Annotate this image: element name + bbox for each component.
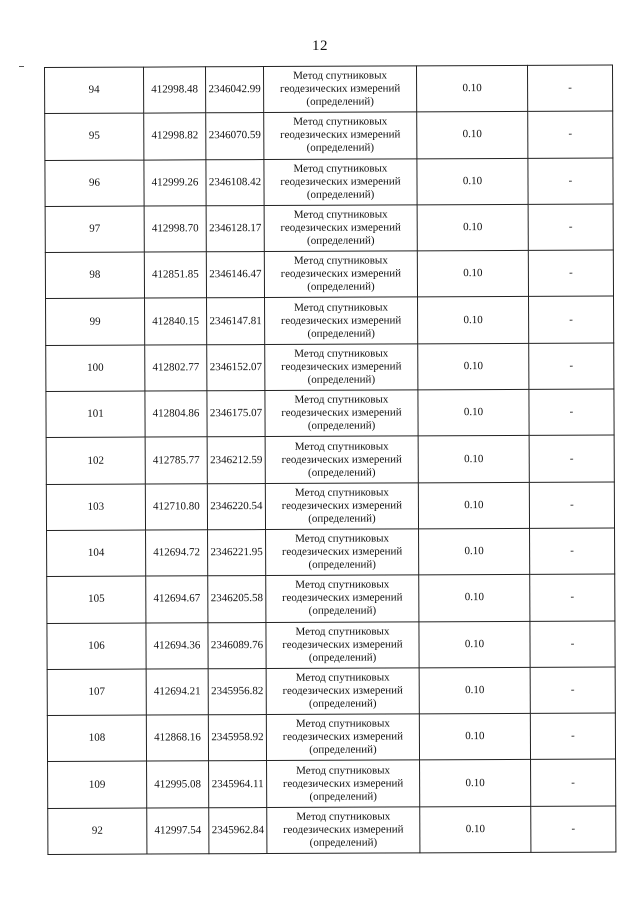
point-number-cell: 101	[46, 391, 145, 438]
table-row	[45, 65, 613, 114]
method-line: (определений)	[309, 743, 377, 757]
accuracy-cell: 0.10	[419, 575, 530, 622]
extra-cell: -	[529, 297, 614, 344]
method-line: (определений)	[306, 141, 375, 155]
y-coordinate-cell: 2346146.47	[206, 252, 264, 299]
extra-cell: -	[530, 574, 615, 621]
y-coordinate-cell: 2346175.07	[207, 391, 265, 438]
method-line: Метод спутниковых	[293, 69, 388, 83]
extra-cell: -	[530, 713, 615, 760]
method-line: Метод спутниковых	[294, 486, 389, 499]
y-coordinate-cell: 2346212.59	[207, 437, 265, 484]
table-row	[46, 297, 614, 346]
method-line: геодезических измерений	[281, 452, 402, 466]
method-cell	[265, 297, 418, 344]
table-row	[47, 667, 615, 716]
method-line: геодезических измерений	[281, 360, 402, 373]
method-cell	[267, 807, 420, 854]
y-coordinate-cell: 2346089.76	[208, 622, 266, 669]
x-coordinate-cell: 412694.72	[146, 530, 208, 577]
x-coordinate-cell: 412694.67	[146, 576, 208, 623]
coordinates-table	[44, 65, 616, 856]
method-line: Метод спутниковых	[295, 578, 390, 592]
point-number-cell: 104	[47, 530, 146, 577]
method-cell	[266, 575, 419, 622]
method-line: (определений)	[306, 188, 375, 201]
table-row	[45, 158, 613, 207]
method-line: геодезических измерений	[282, 730, 404, 744]
x-coordinate-cell: 412802.77	[145, 345, 207, 392]
method-line: (определений)	[308, 466, 376, 479]
x-coordinate-cell: 412694.36	[146, 622, 208, 669]
y-coordinate-cell: 2345964.11	[209, 761, 267, 808]
accuracy-cell: 0.10	[419, 667, 530, 714]
extra-cell: -	[528, 158, 613, 205]
accuracy-cell: 0.10	[419, 528, 530, 575]
x-coordinate-cell: 412851.85	[144, 252, 206, 299]
extra-cell: -	[527, 65, 612, 112]
extra-cell: -	[529, 482, 614, 529]
y-coordinate-cell: 2345962.84	[209, 807, 267, 854]
accuracy-cell: 0.10	[418, 436, 529, 483]
x-coordinate-cell: 412804.86	[145, 391, 207, 438]
method-cell	[265, 483, 418, 530]
table-row	[48, 759, 616, 808]
method-line: Метод спутниковых	[295, 717, 390, 731]
y-coordinate-cell: 2346128.17	[206, 205, 264, 252]
extra-cell: -	[530, 621, 615, 668]
accuracy-cell: 0.10	[420, 760, 531, 807]
accuracy-cell: 0.10	[417, 112, 528, 159]
point-number-cell: 95	[45, 113, 144, 160]
method-line: Метод спутниковых	[293, 162, 388, 175]
method-line: геодезических измерений	[282, 638, 403, 651]
accuracy-cell: 0.10	[418, 482, 529, 529]
point-number-cell: 98	[45, 252, 144, 299]
method-line: (определений)	[309, 836, 378, 849]
extra-cell: -	[529, 389, 614, 436]
y-coordinate-cell: 2346152.07	[207, 344, 265, 391]
method-line: (определений)	[307, 327, 375, 340]
table-row	[48, 806, 616, 855]
method-cell	[265, 390, 418, 437]
method-cell	[266, 621, 419, 668]
y-coordinate-cell: 2346042.99	[206, 67, 264, 114]
method-cell	[267, 760, 420, 807]
method-line: Метод спутниковых	[294, 301, 389, 314]
x-coordinate-cell: 412998.82	[144, 113, 206, 160]
x-coordinate-cell: 412997.54	[147, 808, 209, 855]
point-number-cell: 108	[47, 715, 146, 762]
method-cell	[266, 529, 419, 576]
method-line: геодезических измерений	[281, 499, 403, 512]
x-coordinate-cell: 412710.80	[145, 483, 207, 530]
x-coordinate-cell: 412840.15	[145, 298, 207, 345]
method-cell	[266, 668, 419, 715]
x-coordinate-cell: 412999.26	[144, 159, 206, 206]
point-number-cell: 105	[47, 576, 146, 623]
method-line: геодезических измерений	[282, 777, 404, 790]
table-row	[45, 204, 613, 253]
method-line: Метод спутниковых	[294, 393, 389, 407]
extra-cell: -	[529, 343, 614, 390]
accuracy-cell: 0.10	[418, 297, 529, 344]
method-line: (определений)	[308, 651, 377, 664]
accuracy-cell: 0.10	[418, 343, 529, 390]
method-line: (определений)	[306, 95, 374, 108]
method-line: геодезических измерений	[282, 591, 403, 605]
y-coordinate-cell: 2345956.82	[208, 668, 266, 715]
method-line: (определений)	[307, 234, 375, 247]
method-line: геодезических измерений	[280, 267, 402, 281]
method-line: (определений)	[309, 697, 377, 710]
extra-cell: -	[529, 435, 614, 482]
method-line: Метод спутниковых	[295, 671, 390, 684]
x-coordinate-cell: 412868.16	[146, 715, 208, 762]
table-row	[46, 435, 614, 484]
method-line: Метод спутниковых	[294, 347, 389, 360]
x-coordinate-cell: 412785.77	[145, 437, 207, 484]
method-line: (определений)	[307, 280, 375, 294]
method-line: геодезических измерений	[280, 314, 402, 327]
method-line: (определений)	[308, 604, 377, 618]
method-line: Метод спутниковых	[293, 115, 388, 129]
y-coordinate-cell: 2346220.54	[207, 483, 265, 530]
method-line: (определений)	[309, 790, 377, 803]
x-coordinate-cell: 412998.48	[144, 67, 206, 114]
y-coordinate-cell: 2346147.81	[207, 298, 265, 345]
x-coordinate-cell: 412998.70	[144, 206, 206, 253]
method-line: Метод спутниковых	[294, 440, 389, 453]
method-cell	[265, 344, 418, 391]
point-number-cell: 97	[45, 206, 144, 253]
extra-cell: -	[528, 111, 613, 158]
point-number-cell: 102	[46, 437, 145, 484]
point-number-cell: 94	[45, 67, 144, 114]
method-cell	[264, 112, 417, 159]
method-line: геодезических измерений	[280, 221, 401, 235]
point-number-cell: 92	[48, 808, 147, 855]
table-row	[45, 250, 613, 299]
table-row	[47, 574, 615, 623]
method-line: геодезических измерений	[282, 684, 403, 697]
extra-cell: -	[531, 759, 616, 806]
method-line: геодезических измерений	[283, 823, 404, 836]
x-coordinate-cell: 412694.21	[146, 669, 208, 716]
point-number-cell: 96	[45, 160, 144, 207]
method-line: (определений)	[307, 419, 376, 433]
method-cell	[264, 205, 417, 252]
table-row	[45, 111, 613, 160]
method-cell	[266, 714, 419, 761]
point-number-cell: 103	[46, 484, 145, 531]
accuracy-cell: 0.10	[419, 621, 530, 668]
method-cell	[265, 436, 418, 483]
extra-cell: -	[530, 528, 615, 575]
method-line: геодезических измерений	[280, 128, 401, 142]
extra-cell: -	[531, 806, 616, 853]
table-row	[47, 621, 615, 670]
method-line: (определений)	[307, 373, 376, 386]
extra-cell: -	[530, 667, 615, 714]
x-coordinate-cell: 412995.08	[147, 761, 209, 808]
method-cell	[264, 158, 417, 205]
extra-cell: -	[528, 204, 613, 251]
accuracy-cell: 0.10	[419, 714, 530, 761]
method-line: геодезических измерений	[281, 406, 402, 420]
method-cell	[264, 251, 417, 298]
extra-cell: -	[528, 250, 613, 297]
method-line: геодезических измерений	[280, 175, 401, 188]
method-line: Метод спутниковых	[295, 532, 390, 546]
y-coordinate-cell: 2346221.95	[208, 530, 266, 577]
accuracy-cell: 0.10	[420, 806, 531, 853]
table-row	[46, 343, 614, 392]
method-line: Метод спутниковых	[293, 254, 388, 268]
accuracy-cell: 0.10	[418, 389, 529, 436]
table-row	[47, 713, 615, 762]
method-line: геодезических измерений	[279, 82, 401, 96]
point-number-cell: 100	[46, 345, 145, 392]
accuracy-cell: 0.10	[417, 204, 528, 251]
table-row	[46, 482, 614, 531]
accuracy-cell: 0.10	[417, 251, 528, 298]
point-number-cell: 107	[47, 669, 146, 716]
accuracy-cell: 0.10	[416, 65, 527, 112]
method-line: (определений)	[308, 558, 376, 571]
y-coordinate-cell: 2346108.42	[206, 159, 264, 206]
scan-mark	[19, 66, 24, 67]
method-line: Метод спутниковых	[295, 625, 390, 638]
y-coordinate-cell: 2346205.58	[208, 576, 266, 623]
y-coordinate-cell: 2346070.59	[206, 113, 264, 160]
page-number: 12	[312, 38, 328, 54]
point-number-cell: 99	[46, 299, 145, 346]
method-line: (определений)	[308, 512, 376, 525]
method-line: Метод спутниковых	[296, 810, 391, 823]
method-line: Метод спутниковых	[296, 764, 391, 777]
y-coordinate-cell: 2345958.92	[208, 715, 266, 762]
accuracy-cell: 0.10	[417, 158, 528, 205]
point-number-cell: 109	[48, 762, 147, 809]
table-row	[47, 528, 615, 577]
point-number-cell: 106	[47, 623, 146, 670]
method-cell	[264, 66, 417, 113]
method-line: Метод спутниковых	[293, 208, 388, 221]
method-line: геодезических измерений	[281, 545, 403, 559]
table-row	[46, 389, 614, 438]
table-body	[45, 65, 616, 855]
